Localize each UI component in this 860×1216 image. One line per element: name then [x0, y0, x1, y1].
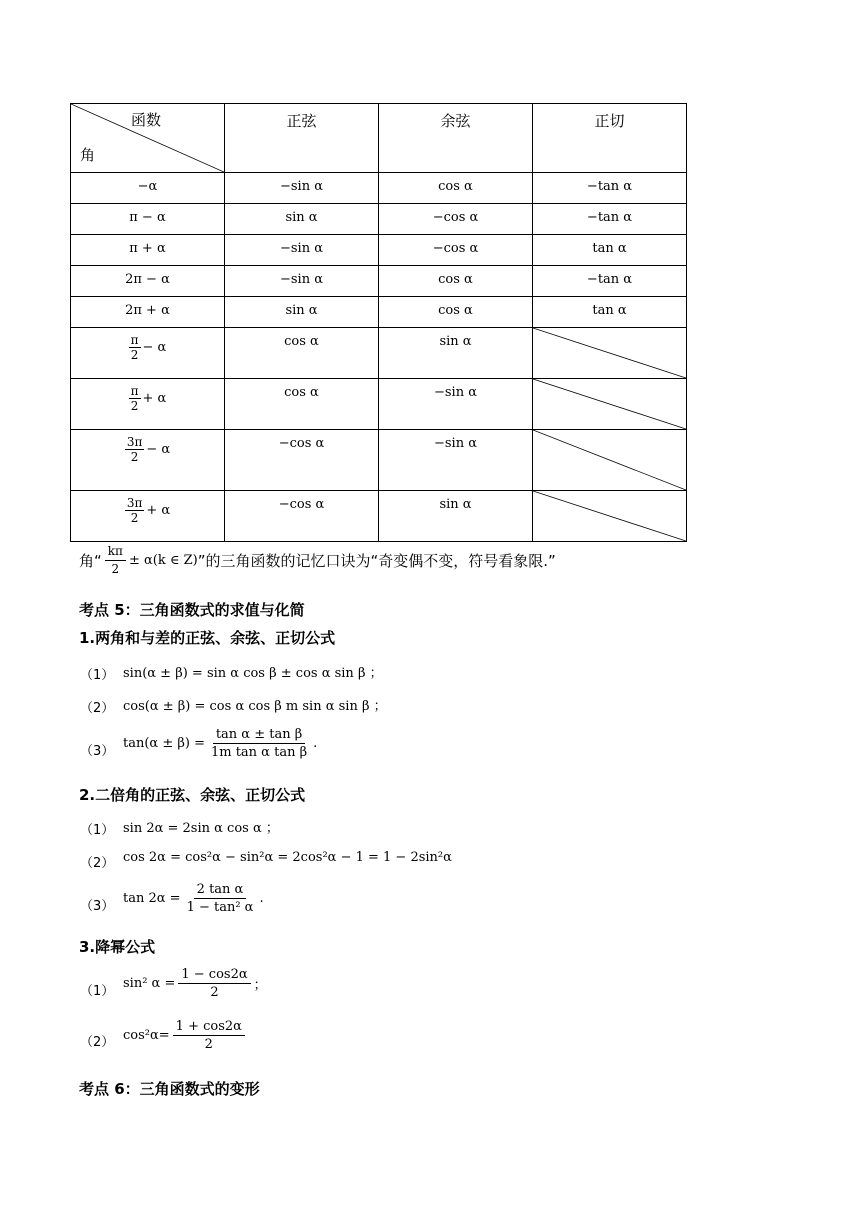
section6-title: 考点 6：三角函数式的变形: [79, 1080, 260, 1098]
empty-diagonal-line: [533, 430, 686, 490]
table-row: [71, 235, 687, 266]
sin-cell: −cos α: [278, 497, 325, 512]
tan-cell: tan α: [592, 303, 627, 318]
mnemonic-fraction: $\frac{k\pi}{2}$: [105, 543, 126, 578]
sub2-title: 2.二倍角的正弦、余弦、正切公式: [79, 786, 306, 804]
tan-cell: −tan α: [586, 179, 633, 194]
table-row: [71, 266, 687, 297]
cos-cell: −cos α: [432, 241, 479, 256]
tan-cell: tan α: [592, 241, 627, 256]
formula-label: （3）: [80, 744, 115, 759]
tan-cell-empty: [533, 379, 687, 430]
tan-cell-empty: [533, 328, 687, 379]
cos-cell: cos α: [438, 179, 473, 194]
empty-diagonal-line: [533, 328, 686, 378]
table-row: [71, 430, 687, 491]
header-sine: 正弦: [225, 104, 379, 173]
formula-sin-sum: sin(α ± β) = sin α cos β ± cos α sin β ；: [123, 666, 383, 681]
tan-cell: −tan α: [586, 272, 633, 287]
formula-label: （2）: [80, 1035, 115, 1050]
formula-label: （2）: [80, 701, 115, 716]
formula-cos-square: cos²α= $\frac{1 + \cos 2\alpha}{2}$: [123, 1018, 248, 1053]
corner-label-function: 函数: [131, 111, 162, 129]
mnemonic-line: 角“ $\frac{k\pi}{2}$ ± α(k ∈ Z) ”的三角函数的记忆口诀为“奇变偶不变，符号看象限.”: [79, 544, 556, 576]
sin-cell: cos α: [284, 334, 319, 349]
sin-cell: cos α: [284, 385, 319, 400]
formula-label: （1）: [80, 984, 115, 999]
corner-cell: [71, 104, 225, 173]
header-tangent: 正切: [533, 104, 687, 173]
cos-cell: −sin α: [433, 385, 477, 400]
table-header-row: [71, 104, 687, 173]
angle-cell: −α: [137, 179, 158, 194]
empty-diagonal-line: [533, 491, 686, 541]
sin-cell: −sin α: [279, 241, 323, 256]
formula-cos-double: cos 2α = cos²α − sin²α = 2cos²α − 1 = 1 − 2sin²α: [123, 850, 452, 865]
cos-cell: cos α: [438, 272, 473, 287]
cos-cell: sin α: [439, 334, 472, 349]
section5-title: 考点 5：三角函数式的求值与化简: [79, 601, 305, 619]
angle-cell: π + α: [129, 241, 166, 256]
formula-label: （2）: [80, 856, 115, 871]
cos-cell: −cos α: [432, 210, 479, 225]
table-row: [71, 173, 687, 204]
table-row: [71, 204, 687, 235]
angle-cell: 2π − α: [125, 272, 170, 287]
angle-cell: π − α: [129, 210, 166, 225]
sin-cell: −sin α: [279, 179, 323, 194]
trig-reduction-table: [70, 103, 687, 542]
sin-cell: sin α: [285, 210, 318, 225]
cos-cell: −sin α: [433, 436, 477, 451]
formula-label: （3）: [80, 899, 115, 914]
sin-cell: −sin α: [279, 272, 323, 287]
formula-label: （1）: [80, 823, 115, 838]
sin-cell: sin α: [285, 303, 318, 318]
formula-tan-sum: tan(α ± β) = $\frac{\text{tan α ± tan β}}{\text{1m tan α tan β}}$ .: [123, 727, 318, 760]
tan-cell-empty: [533, 430, 687, 491]
cos-cell: cos α: [438, 303, 473, 318]
sub1-title: 1.两角和与差的正弦、余弦、正切公式: [79, 629, 336, 647]
header-cosine: 余弦: [379, 104, 533, 173]
angle-cell: $\frac{\pi}{2}$ + α: [71, 379, 225, 430]
formula-label: （1）: [80, 668, 115, 683]
sin-cell: −cos α: [278, 436, 325, 451]
angle-cell: 2π + α: [125, 303, 170, 318]
angle-cell: $\frac{\pi}{2}$ − α: [71, 328, 225, 379]
sub3-title: 3.降幂公式: [79, 938, 156, 956]
table-row: [71, 379, 687, 430]
table-row: [71, 297, 687, 328]
angle-cell: $\frac{3\pi}{2}$ + α: [71, 491, 225, 542]
tan-cell: −tan α: [586, 210, 633, 225]
table-row: [71, 328, 687, 379]
angle-cell: $\frac{3\pi}{2}$ − α: [71, 430, 225, 491]
formula-sin-double: sin 2α = 2sin α cos α ；: [123, 821, 279, 836]
formula-sin-square: sin² α = $\frac{1 - \cos 2\alpha}{2}$ ；: [123, 967, 267, 1000]
corner-label-angle: 角: [80, 146, 96, 164]
formula-tan-double: tan 2α = $\frac{\text{2 tan α}}{\text{1 − tan² α}}$ .: [123, 882, 264, 915]
formula-cos-sum: cos(α ± β) = cos α cos β m sin α sin β ；: [123, 699, 387, 714]
empty-diagonal-line: [533, 379, 686, 429]
tan-cell-empty: [533, 491, 687, 542]
table-row: [71, 491, 687, 542]
cos-cell: sin α: [439, 497, 472, 512]
